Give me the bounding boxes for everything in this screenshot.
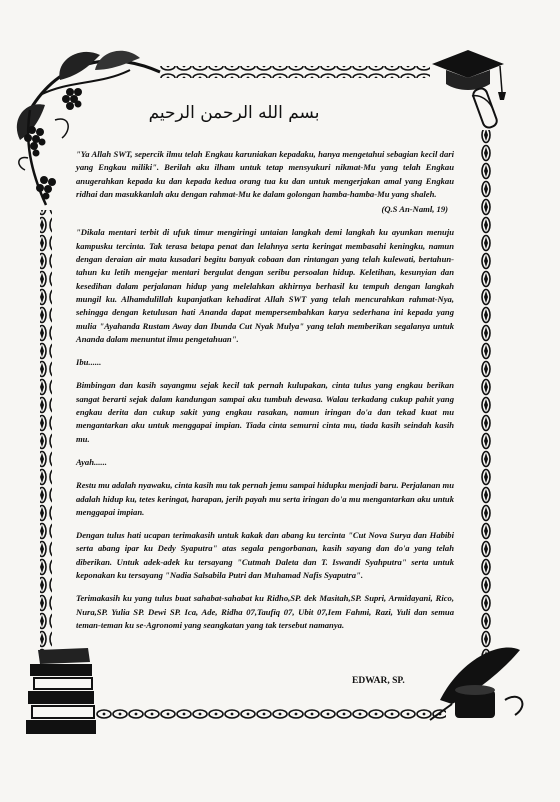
- ayah-text: Restu mu adalah nyawaku, cinta kasih mu tak pernah jemu sampai hidupku menjadi baru. Perjalanan mu adalah hidup ku, tetes keringat, harapan, jerih payah mu serta iringan do'a mu mengantarkan aku untuk menggapai impian.: [76, 480, 454, 517]
- thanks-friends: Terimakasih ku yang tulus buat sahabat-sahabat ku Ridho,SP. dek Masitah,SP. Supri, Armidayani, Rico, Nura,SP. Yulia SP. Dewi SP. Ica, Ade, Ridha 07,Taufiq 07, Ubit 07,Iem Fahmi, Razi, Yuli dan semua teman-teman ku se-Agronomi yang seangkatan yang tak tersebut namanya.: [76, 593, 454, 630]
- quote-text: "Ya Allah SWT, sepercik ilmu telah Engkau karuniakan kepadaku, hanya mengetahui sebagian kecil dari yang Engkau miliki". Berilah aku ilham untuk tetap mensyukuri nikmat-Mu yang telah Engkau anugerahkan kepada ku dan kepada kedua orang tua ku dan untuk mengerjakan amal yang Engkau ridhai dan masukkanlah aku dengan rahmat-Mu ke dalam golongan hamba-hamba-Mu yang shaleh.: [76, 149, 454, 199]
- paragraph-mentari: "Dikala mentari terbit di ufuk timur mengiringi untaian langkah demi langkah ku ayunkan menuju kampusku tercinta. Tak terasa betapa penat dan lelahnya serta keringat membasahi keningku, namun dengan deraian air mata kusadari begitu banyak cobaan dan rintangan yang telah kulewati, bertahun-tahun ku letih mengejar mentari bergulat dengan seribu persoalan hidup. Keletihan, kesunyian dan kesedihan dalam perjalanan hidup yang melelahkan akhirnya berhasil ku tempuh dengan langkah mungil ku. Alhamdulillah kupanjatkan kehadirat Allah SWT yang telah mencurahkan rahmat-Nya, sehingga dengan ketulusan hati Ananda dapat mempersembahkan karya sederhana ini kepada yang mulia "Ayahanda Rustam Away dan Ibunda Cut Nyak Mulya" yang telah memberikan segalanya untuk Ananda dalam menuntut ilmu pengetahuan".: [76, 227, 454, 344]
- dedication-text: [76, 148, 454, 642]
- bottom-chain-border: [96, 708, 446, 720]
- top-chain-border: [160, 66, 430, 78]
- thanks-family: Dengan tulus hati ucapan terimakasih untuk kakak dan abang ku tercinta "Cut Nova Surya dan Habibi serta abang ipar ku Dedy Syaputra" atas segala pengorbanan, kasih sayang dan do'a yang telah diberikan. Untuk adek-adek ku tersayang "Cutmah Daleta dan T. Iswandi Syahputra" serta untuk keponakan ku tersayang "Nadia Salsabila Putri dan Muhamad Nafis Syaputra".: [76, 530, 454, 581]
- quote-citation: (Q.S An-Naml, 19): [381, 204, 448, 215]
- basmala-text: بسم الله الرحمن الرحيم: [148, 103, 320, 123]
- diploma-scroll-icon: [472, 87, 499, 129]
- basmala-calligraphy: [148, 92, 320, 128]
- ibu-text: Bimbingan dan kasih sayangmu sejak kecil tak pernah kulupakan, cinta tulus yang engkau berikan sangat berarti sejak dalam kandungan sampai aku tumbuh dewasa. Walau terkadang cukup pahit yang engkau derita dan cukup sakit yang engkau rasakan, namun iringan do'a dan tekad kuat mu mengantarkan aku untuk menggapai impian. Tiada cinta semurni cinta mu, tiada kasih seindah kasih mu.: [76, 380, 454, 444]
- graduation-cap-icon: [432, 50, 506, 100]
- signature: EDWAR, SP.: [352, 676, 405, 686]
- ayah-heading: Ayah......: [76, 456, 107, 467]
- book-stack-icon: [26, 648, 96, 734]
- ibu-heading: Ibu......: [76, 357, 102, 368]
- quill-ink-icon: [430, 647, 522, 720]
- left-chain-border: [40, 210, 52, 650]
- right-chain-border: [480, 130, 492, 660]
